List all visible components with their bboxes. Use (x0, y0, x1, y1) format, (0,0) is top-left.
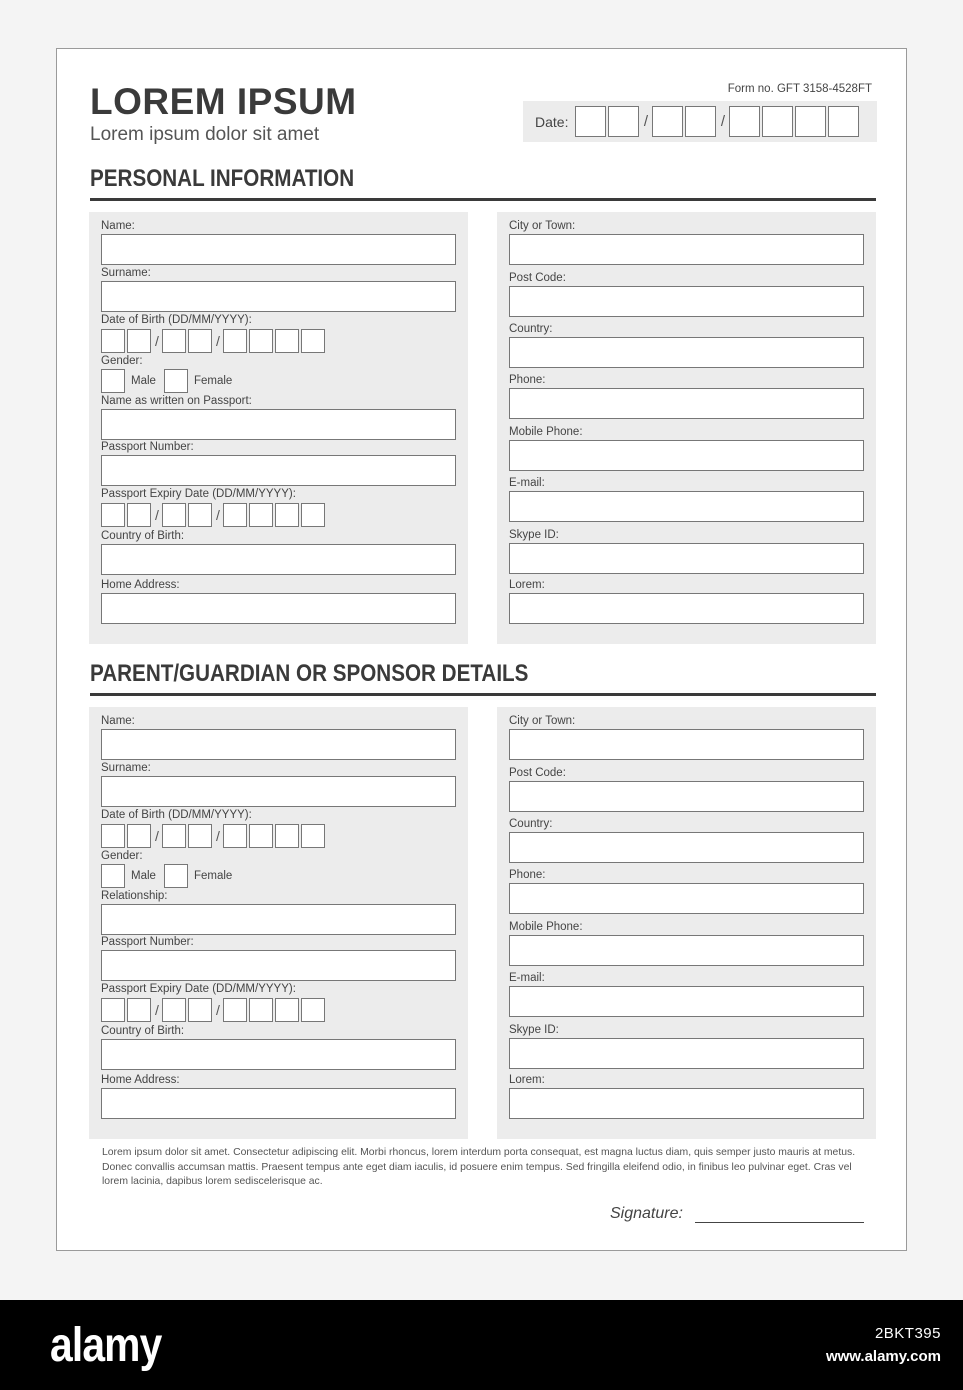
guardian-male-label: Male (131, 870, 156, 882)
post-code-input[interactable] (509, 286, 864, 317)
dob-separator: / (155, 333, 159, 349)
personal-left-panel (89, 212, 468, 644)
guardian-skype-input[interactable] (509, 1038, 864, 1069)
expiry-day-box[interactable] (127, 503, 151, 527)
guardian-city-input[interactable] (509, 729, 864, 760)
expiry-day-box[interactable] (127, 998, 151, 1022)
country-birth-label: Country of Birth: (101, 530, 185, 542)
home-address-input[interactable] (101, 593, 456, 624)
country-birth-input[interactable] (101, 544, 456, 575)
country-input[interactable] (509, 337, 864, 368)
expiry-separator: / (216, 1002, 220, 1018)
expiry-day-box[interactable] (101, 998, 125, 1022)
guardian-country-input[interactable] (509, 832, 864, 863)
passport-name-input[interactable] (101, 409, 456, 440)
passport-expiry-label: Passport Expiry Date (DD/MM/YYYY): (101, 488, 296, 500)
home-address-label: Home Address: (101, 579, 180, 591)
date-year-box-1[interactable] (729, 106, 760, 137)
skype-label: Skype ID: (509, 529, 559, 541)
guardian-post-code-input[interactable] (509, 781, 864, 812)
city-label: City or Town: (509, 220, 576, 232)
date-year-box-4[interactable] (828, 106, 859, 137)
date-year-box-2[interactable] (762, 106, 793, 137)
section-title-guardian: PARENT/GUARDIAN OR SPONSOR DETAILS (90, 660, 529, 687)
relationship-input[interactable] (101, 904, 456, 935)
guardian-passport-expiry-boxes (101, 997, 327, 1023)
dob-year-box[interactable] (275, 329, 299, 353)
date-separator: / (720, 113, 726, 130)
female-label: Female (193, 375, 233, 387)
email-input[interactable] (509, 491, 864, 522)
dob-day-box[interactable] (127, 824, 151, 848)
form-title: LOREM IPSUM (90, 81, 357, 122)
dob-year-box[interactable] (223, 329, 247, 353)
guardian-email-label: E-mail: (509, 972, 545, 984)
dob-separator: / (216, 828, 220, 844)
post-code-label: Post Code: (509, 272, 566, 284)
guardian-phone-input[interactable] (509, 883, 864, 914)
female-checkbox[interactable] (164, 369, 188, 393)
passport-number-input[interactable] (101, 455, 456, 486)
dob-month-box[interactable] (162, 824, 186, 848)
guardian-right-panel (497, 707, 876, 1139)
footnote-text: Lorem ipsum dolor sit amet. Consectetur adipiscing elit. Morbi rhoncus, lorem interdum porta consequat, est magna luctus diam, quis semper justo mauris at metus. Donec convallis accumsan mattis. Praesent tempus ante eget diam iaculis, id posuere enim tempus. Sed fringilla eleifend odio, in finibus leo pulvinar eget. Cras vel lorem lacinia, dapibus lorem sediscelerisque ac. (102, 1147, 856, 1187)
dob-boxes (101, 328, 327, 354)
country-label: Country: (509, 323, 553, 335)
expiry-separator: / (216, 507, 220, 523)
form-number: Form no. GFT 3158-4528FT (727, 83, 872, 95)
guardian-skype-label: Skype ID: (509, 1024, 559, 1036)
expiry-year-box[interactable] (223, 503, 247, 527)
guardian-female-checkbox[interactable] (164, 864, 188, 888)
passport-name-label: Name as written on Passport: (101, 395, 252, 407)
dob-year-box[interactable] (301, 824, 325, 848)
male-checkbox[interactable] (101, 369, 125, 393)
date-field-group (523, 101, 877, 142)
watermark-image-id: 2BKT395 (874, 1325, 941, 1342)
dob-year-box[interactable] (275, 824, 299, 848)
dob-month-box[interactable] (188, 329, 212, 353)
guardian-dob-boxes (101, 823, 327, 849)
guardian-female-label: Female (193, 870, 233, 882)
guardian-lorem-input[interactable] (509, 1088, 864, 1119)
expiry-year-box[interactable] (275, 503, 299, 527)
gender-options (101, 369, 240, 393)
guardian-home-address-label: Home Address: (101, 1074, 180, 1086)
expiry-year-box[interactable] (301, 503, 325, 527)
expiry-year-box[interactable] (275, 998, 299, 1022)
section-title-personal: PERSONAL INFORMATION (90, 165, 355, 192)
expiry-year-box[interactable] (249, 503, 273, 527)
guardian-country-birth-label: Country of Birth: (101, 1025, 185, 1037)
lorem-input[interactable] (509, 593, 864, 624)
dob-day-box[interactable] (101, 329, 125, 353)
expiry-month-box[interactable] (188, 503, 212, 527)
dob-year-box[interactable] (249, 329, 273, 353)
guardian-home-address-input[interactable] (101, 1088, 456, 1119)
phone-input[interactable] (509, 388, 864, 419)
expiry-day-box[interactable] (101, 503, 125, 527)
dob-month-box[interactable] (162, 329, 186, 353)
dob-separator: / (155, 828, 159, 844)
expiry-month-box[interactable] (162, 503, 186, 527)
phone-label: Phone: (509, 374, 546, 386)
section-divider (90, 198, 876, 201)
passport-number-label: Passport Number: (101, 441, 194, 453)
guardian-email-input[interactable] (509, 986, 864, 1017)
guardian-surname-label: Surname: (101, 762, 151, 774)
date-month-box-1[interactable] (652, 106, 683, 137)
surname-input[interactable] (101, 281, 456, 312)
name-label: Name: (101, 220, 135, 232)
guardian-left-panel (89, 707, 468, 1139)
expiry-year-box[interactable] (301, 998, 325, 1022)
male-label: Male (131, 375, 156, 387)
date-day-box-1[interactable] (575, 106, 606, 137)
watermark-url: www.alamy.com (825, 1348, 941, 1365)
guardian-passport-number-label: Passport Number: (101, 936, 194, 948)
expiry-year-box[interactable] (223, 998, 247, 1022)
guardian-male-checkbox[interactable] (101, 864, 125, 888)
lorem-label: Lorem: (509, 579, 545, 591)
guardian-dob-label: Date of Birth (DD/MM/YYYY): (101, 809, 252, 821)
guardian-city-label: City or Town: (509, 715, 576, 727)
passport-expiry-boxes (101, 502, 327, 528)
guardian-name-input[interactable] (101, 729, 456, 760)
expiry-month-box[interactable] (162, 998, 186, 1022)
dob-month-box[interactable] (188, 824, 212, 848)
guardian-passport-number-input[interactable] (101, 950, 456, 981)
guardian-gender-label: Gender: (101, 850, 143, 862)
watermark-banner (0, 1300, 963, 1390)
email-label: E-mail: (509, 477, 545, 489)
signature-label: Signature: (610, 1205, 683, 1222)
date-year-box-3[interactable] (795, 106, 826, 137)
guardian-phone-label: Phone: (509, 869, 546, 881)
dob-year-box[interactable] (249, 824, 273, 848)
guardian-surname-input[interactable] (101, 776, 456, 807)
guardian-passport-expiry-label: Passport Expiry Date (DD/MM/YYYY): (101, 983, 296, 995)
expiry-month-box[interactable] (188, 998, 212, 1022)
date-separator: / (643, 113, 649, 130)
watermark-logo: alamy (50, 1319, 162, 1372)
guardian-gender-options (101, 864, 240, 888)
dob-year-box[interactable] (223, 824, 247, 848)
gender-label: Gender: (101, 355, 143, 367)
guardian-name-label: Name: (101, 715, 135, 727)
dob-label: Date of Birth (DD/MM/YYYY): (101, 314, 252, 326)
dob-separator: / (216, 333, 220, 349)
form-page (56, 48, 907, 1251)
mobile-input[interactable] (509, 440, 864, 471)
relationship-label: Relationship: (101, 890, 168, 902)
date-month-box-2[interactable] (685, 106, 716, 137)
expiry-separator: / (155, 507, 159, 523)
personal-right-panel (497, 212, 876, 644)
guardian-country-label: Country: (509, 818, 553, 830)
surname-label: Surname: (101, 267, 151, 279)
form-subtitle: Lorem ipsum dolor sit amet (90, 124, 320, 145)
date-day-box-2[interactable] (608, 106, 639, 137)
city-input[interactable] (509, 234, 864, 265)
guardian-country-birth-input[interactable] (101, 1039, 456, 1070)
expiry-year-box[interactable] (249, 998, 273, 1022)
dob-day-box[interactable] (101, 824, 125, 848)
guardian-mobile-label: Mobile Phone: (509, 921, 583, 933)
guardian-post-code-label: Post Code: (509, 767, 566, 779)
date-label: Date: (535, 113, 569, 130)
signature-line[interactable] (695, 1222, 864, 1223)
dob-year-box[interactable] (301, 329, 325, 353)
guardian-mobile-input[interactable] (509, 935, 864, 966)
expiry-separator: / (155, 1002, 159, 1018)
name-input[interactable] (101, 234, 456, 265)
mobile-label: Mobile Phone: (509, 426, 583, 438)
section-divider (90, 693, 876, 696)
skype-input[interactable] (509, 543, 864, 574)
guardian-lorem-label: Lorem: (509, 1074, 545, 1086)
dob-day-box[interactable] (127, 329, 151, 353)
